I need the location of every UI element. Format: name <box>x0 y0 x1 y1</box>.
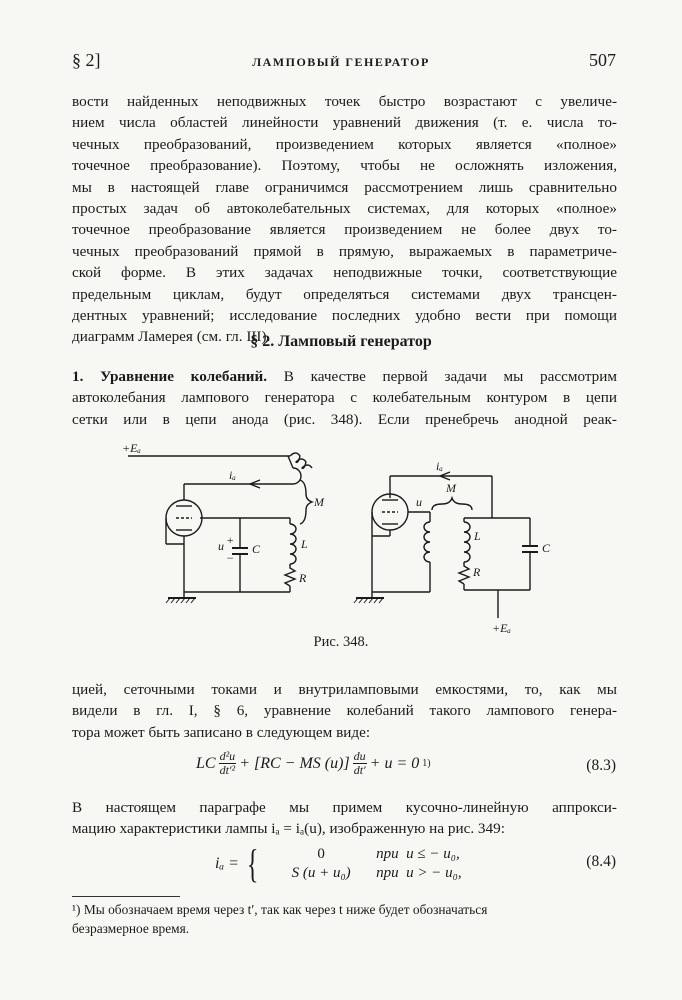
footnote-rule <box>72 896 180 897</box>
footnote-line: ¹) Мы обозначаем время через t′, так как через t ниже будет обозначаться <box>72 902 488 917</box>
figure-caption: Рис. 348. <box>313 634 369 650</box>
text-line: мацию характеристики лампы iₐ = iₐ(u), изображенную на рис. 349: <box>72 820 505 838</box>
resistor <box>285 564 295 586</box>
text-line <box>72 366 617 387</box>
label-resistor: R <box>299 571 307 585</box>
resistor <box>459 562 469 584</box>
inductor-coil <box>290 524 296 564</box>
text-line: точечное преобразование). Поэтому, чтобы не осложнять изложения, <box>72 157 617 175</box>
brace: { <box>246 841 259 886</box>
text-line: ской форме. В этих задачах неподвижные точки, соответствующие <box>72 264 617 282</box>
paragraph-after-figure <box>72 679 617 743</box>
equation-number: (8.3) <box>586 757 616 774</box>
label-capacitor: C <box>252 542 261 556</box>
fraction <box>219 750 237 777</box>
label-cap-voltage: u <box>218 539 224 553</box>
fraction-numerator: du <box>353 749 366 763</box>
text-fragment: В качестве первой задачи мы рассмотрим <box>267 368 617 385</box>
coil-feedback <box>290 453 312 468</box>
text-line: тора может быть записано в следующем виде: <box>72 723 371 741</box>
label-resistor: R <box>473 565 481 579</box>
text-line: предельным циклам, будут определяться системами двух трансцен- <box>72 285 617 303</box>
label-mutual: M <box>314 495 324 509</box>
text-line: мы в настоящей главе ограничимся рассмотрением лишь сравнительно <box>72 178 617 196</box>
fraction <box>353 750 367 777</box>
right-circuit <box>354 459 551 635</box>
eq-term: LC <box>196 754 216 772</box>
case-condition: при u ≤ − u₀, <box>376 846 460 862</box>
wire <box>288 456 293 468</box>
case-value: S (u + u₀) <box>291 865 351 881</box>
paragraph-subsection <box>72 366 617 430</box>
equation-8-3 <box>196 750 431 777</box>
label-anode-current: iₐ <box>436 459 443 473</box>
label-inductor: L <box>474 529 481 543</box>
fraction-denominator: dt′² <box>219 763 236 777</box>
footnote-line: безразмерное время. <box>72 921 190 936</box>
label-plus: + <box>226 533 235 547</box>
text-line: сетки или в цепи анода (рис. 348). Если пренебречь анодной реак- <box>72 410 617 428</box>
text-line: вости найденных неподвижных точек быстро возрастают с увеличе- <box>72 93 617 110</box>
page-number: 507 <box>589 50 616 70</box>
inductor-coil <box>464 522 470 562</box>
label-grid-voltage: u <box>416 495 422 509</box>
running-head-title: ЛАМПОВЫЙ ГЕНЕРАТОР <box>252 55 430 69</box>
label-supply: +Eₐ <box>122 441 141 455</box>
text-line: чечных преобразований, произведением которых является «полное» <box>72 135 617 153</box>
text-line: точечное преобразование является произведением не более двух то- <box>72 221 617 239</box>
label-supply: +Eₐ <box>492 621 511 635</box>
footnote-marker: 1) <box>422 758 431 769</box>
figure-348-circuits <box>100 440 560 635</box>
paragraph-intro <box>72 91 617 348</box>
section-heading: § 2. Ламповый генератор <box>250 333 432 350</box>
coil-feedback-loop <box>293 468 301 484</box>
mutual-brace <box>432 498 472 510</box>
text-line: цией, сеточными токами и внутриламповыми емкостями, то, как мы <box>72 681 617 698</box>
text-line: дентных уравнений; исследование последних удобно вести при помощи <box>72 306 617 324</box>
eq-term: iₐ = <box>215 855 239 872</box>
cases <box>266 846 516 882</box>
footnote <box>72 900 617 938</box>
grid-coil <box>424 522 430 562</box>
subsection-title: 1. Уравнение колебаний. <box>72 368 268 385</box>
eq-term: + [RC − MS (u)] <box>239 754 350 772</box>
label-mutual: M <box>446 481 456 495</box>
paragraph-approximation <box>72 797 617 840</box>
mutual-brace <box>300 480 312 524</box>
text-line: В настоящем параграфе мы примем кусочно-линейную аппрокси- <box>72 799 617 816</box>
fraction-numerator: d²u <box>219 749 236 763</box>
text-line: чечных преобразований прямой в прямую, выражаемых в параметриче- <box>72 242 617 260</box>
left-circuit <box>122 441 325 603</box>
text-line: простых задач об автоколебательных системах, для которых «полное» <box>72 199 617 217</box>
text-line: нием числа областей линейности уравнений движения (т. е. числа то- <box>72 114 617 132</box>
text-line: автоколебания лампового генератора с колебательным контуром в цепи <box>72 389 617 407</box>
label-anode-current: iₐ <box>229 468 236 482</box>
running-head-section: § 2] <box>72 50 101 70</box>
text-line: диаграмм Ламерея (см. гл. III). <box>72 328 271 346</box>
label-minus: − <box>226 551 235 565</box>
label-capacitor: C <box>542 541 551 555</box>
case-value: 0 <box>317 846 325 862</box>
eq-term: + u = 0 <box>369 754 420 772</box>
fraction-denominator: dt′ <box>353 763 366 777</box>
label-inductor: L <box>301 537 308 551</box>
text-line: видели в гл. I, § 6, уравнение колебаний такого лампового генера- <box>72 702 617 720</box>
equation-number: (8.4) <box>586 853 616 870</box>
equation-8-4 <box>215 842 516 886</box>
case-condition: при u > − u₀, <box>376 865 462 881</box>
